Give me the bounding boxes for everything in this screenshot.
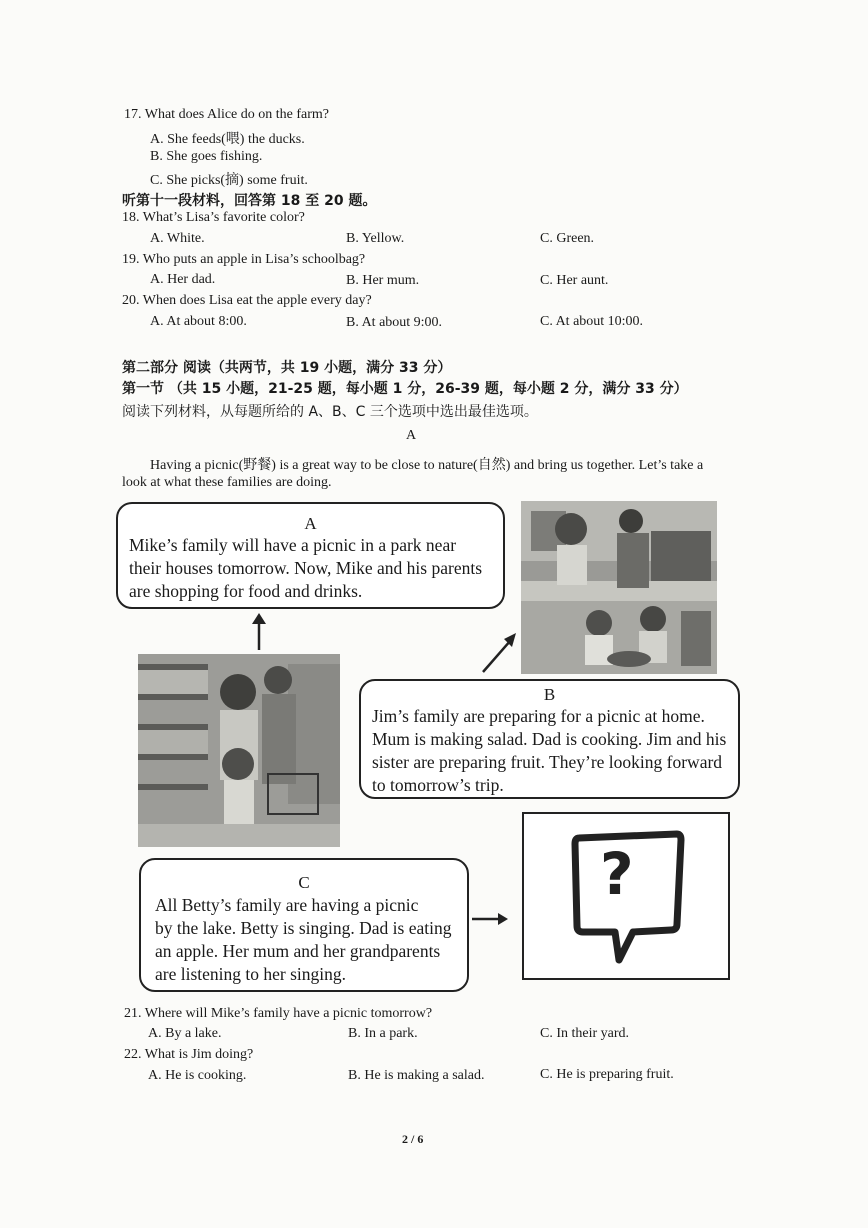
shopping-family-photo (138, 654, 340, 847)
q21-option-b: B. In a park. (348, 1026, 418, 1041)
q17-option-c: C. She picks(摘) some fruit. (150, 173, 308, 188)
bubble-b-letter: B (543, 685, 556, 704)
question-image-box (522, 812, 730, 980)
intro-line-1: Having a picnic(野餐) is a great way to be close to nature(自然) and bring us together. Let’s take a (150, 458, 704, 473)
q20-option-b: B. At about 9:00. (346, 315, 443, 330)
q18-stem: 18. What’s Lisa’s favorite color? (122, 210, 305, 225)
q18-option-b: B. Yellow. (346, 231, 405, 246)
bubble-a-line-1: Mike’s family will have a picnic in a park near (129, 535, 457, 555)
q21-option-c: C. In their yard. (540, 1026, 630, 1041)
bubble-c-line-2: by the lake. Betty is singing. Dad is eating (155, 918, 452, 938)
intro-line-2: look at what these families are doing. (122, 475, 332, 490)
arrow-diagonal-icon (478, 630, 520, 676)
bubble-a-letter: A (304, 514, 317, 533)
bubble-b (359, 679, 740, 799)
bubble-a-line-3: are shopping for food and drinks. (129, 581, 363, 601)
q22-option-a: A. He is cooking. (148, 1068, 247, 1083)
bubble-c-line-1: All Betty’s family are having a picnic (155, 895, 419, 915)
section-11-heading: 听第十一段材料，回答第 18 至 20 题。 (122, 193, 377, 209)
arrow-right-icon (470, 911, 510, 927)
q19-option-a: A. Her dad. (150, 272, 216, 287)
bubble-c (139, 858, 469, 992)
q18-option-c: C. Green. (540, 231, 595, 246)
q21-stem: 21. Where will Mike’s family have a picnic tomorrow? (124, 1006, 433, 1021)
q19-stem: 19. Who puts an apple in Lisa’s schoolbag? (122, 252, 366, 267)
q21-option-a: A. By a lake. (148, 1026, 222, 1041)
bubble-b-line-1: Jim’s family are preparing for a picnic at home. (372, 706, 705, 726)
q18-option-a: A. White. (150, 231, 205, 246)
q22-option-c: C. He is preparing fruit. (540, 1067, 674, 1082)
bubble-c-letter: C (298, 873, 310, 892)
bubble-b-line-4: to tomorrow’s trip. (372, 775, 504, 795)
kitchen-family-photo (521, 501, 717, 674)
q17-option-a: A. She feeds(喂) the ducks. (150, 132, 305, 147)
q17-option-b: B. She goes fishing. (150, 149, 263, 164)
bubble-a-line-2: their houses tomorrow. Now, Mike and his parents (129, 558, 483, 578)
q22-option-b: B. He is making a salad. (348, 1068, 485, 1083)
page-number: 2 / 6 (402, 1132, 424, 1146)
bubble-b-line-2: Mum is making salad. Dad is cooking. Jim and his (372, 729, 727, 749)
q22-stem: 22. What is Jim doing? (124, 1047, 254, 1062)
q19-option-c: C. Her aunt. (540, 273, 609, 288)
passage-letter: A (406, 428, 417, 443)
q19-option-b: B. Her mum. (346, 273, 420, 288)
question-mark-glyph: ? (600, 840, 634, 908)
q20-stem: 20. When does Lisa eat the apple every day? (122, 293, 372, 308)
bubble-c-line-4: are listening to her singing. (155, 964, 347, 984)
bubble-a (116, 502, 505, 609)
part-two-title: 第二部分 阅读（共两节，共 19 小题，满分 33 分） (122, 360, 452, 376)
section-one-title: 第一节 （共 15 小题，21-25 题，每小题 1 分，26-39 题，每小题 2 分，满分 33 分） (122, 381, 688, 397)
bubble-c-line-3: an apple. Her mum and her grandparents (155, 941, 441, 961)
q20-option-c: C. At about 10:00. (540, 314, 644, 329)
arrow-up-icon (248, 612, 270, 652)
reading-instruction: 阅读下列材料，从每题所给的 A、B、C 三个选项中选出最佳选项。 (122, 404, 538, 420)
q20-option-a: A. At about 8:00. (150, 314, 247, 329)
q17-stem: 17. What does Alice do on the farm? (124, 107, 330, 122)
bubble-b-line-3: sister are preparing fruit. They’re looking forward (372, 752, 723, 772)
